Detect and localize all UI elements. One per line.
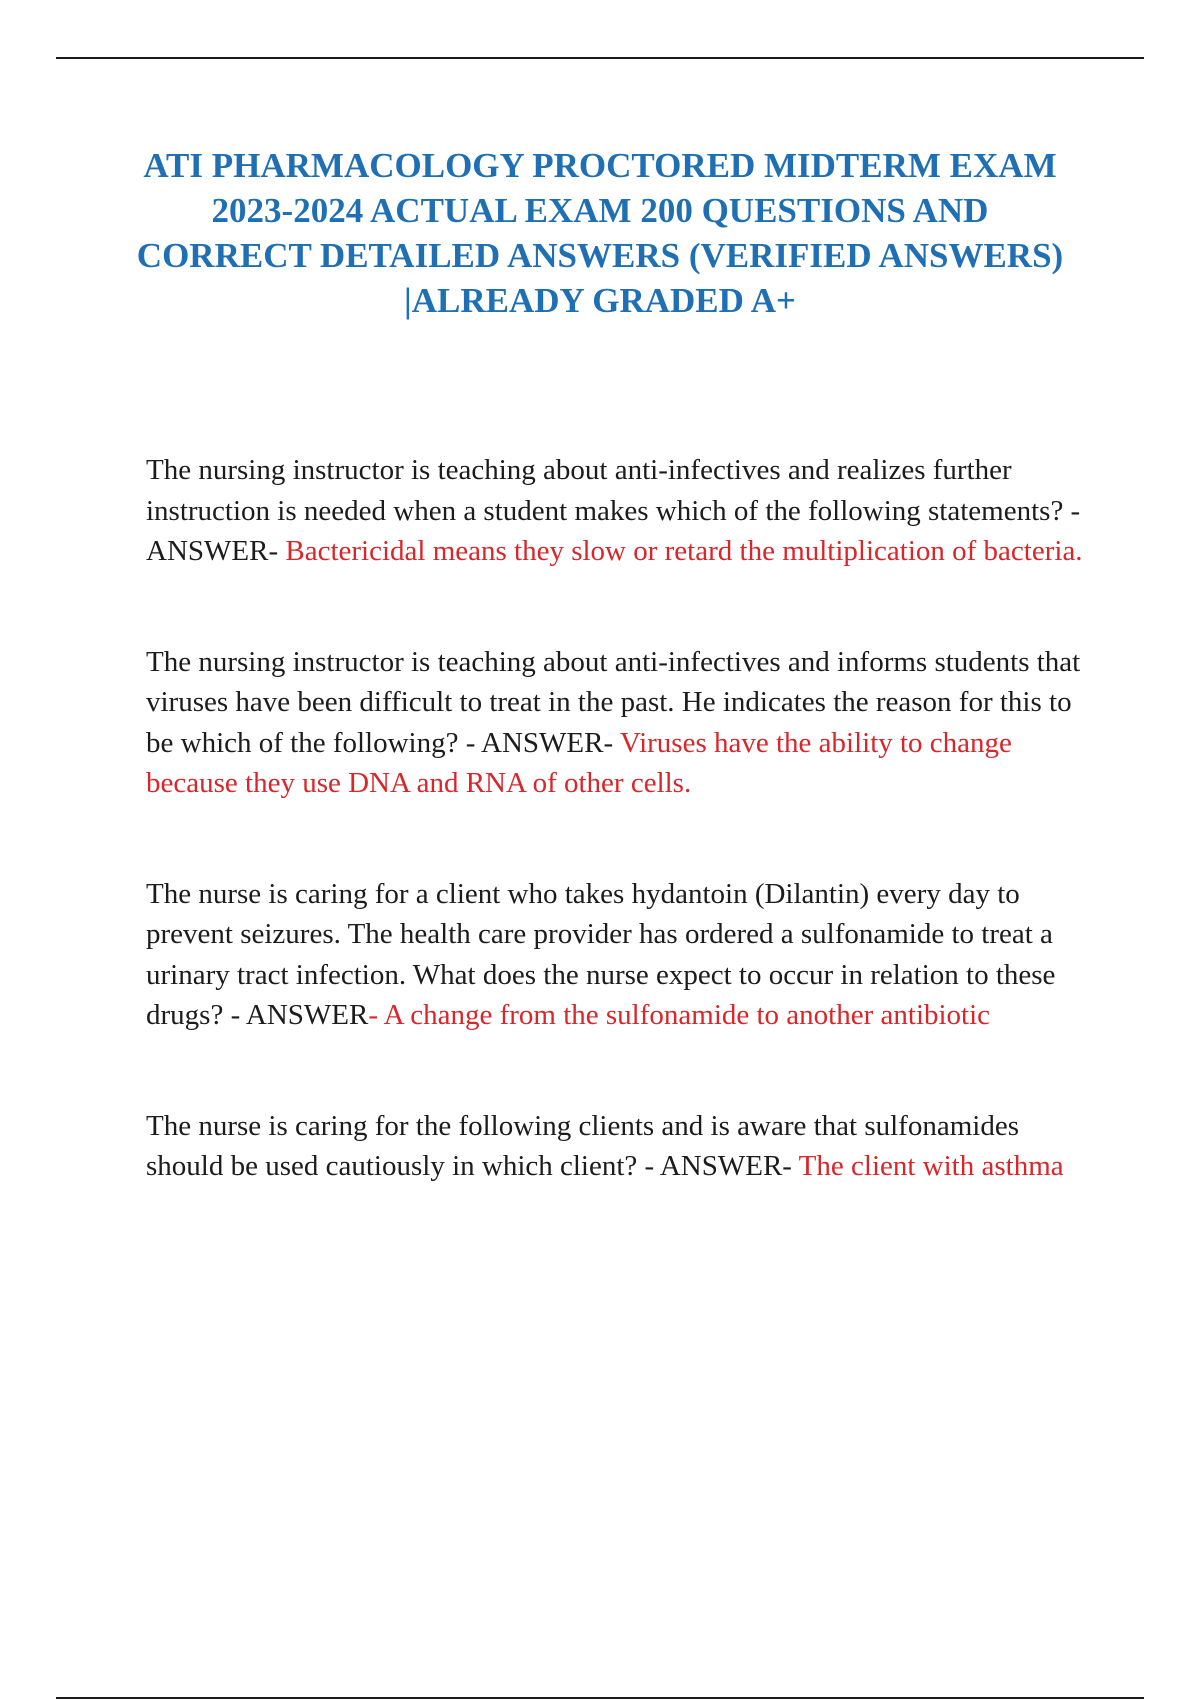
qa-list [146, 450, 1091, 1187]
top-rule [56, 57, 1144, 59]
qa-item-3 [146, 874, 1091, 1036]
answer-text: The client with asthma [791, 1150, 1064, 1182]
answer-text: Bactericidal means they slow or retard the multiplication of bacteria. [278, 535, 1083, 567]
question-text: The nurse is caring for a client who takes hydantoin (Dilantin) every day to prevent seizures. The health care provider has ordered a sulfonamide to treat a urinary tract infection. What does the nurse expect to occur in relation to these drugs? - ANSWER [146, 877, 1056, 1031]
answer-text: Viruses have the ability to change because they use DNA and RNA of other cells. [146, 726, 1012, 799]
qa-item-1 [146, 450, 1091, 572]
answer-text: - A change from the sulfonamide to another antibiotic [368, 999, 991, 1031]
question-text: The nursing instructor is teaching about anti-infectives and realizes further instruction is needed when a student makes which of the following statements? - ANSWER- [146, 454, 1081, 567]
bottom-rule [56, 1697, 1144, 1699]
qa-item-4 [146, 1106, 1091, 1187]
question-text: The nurse is caring for the following clients and is aware that sulfonamides should be used cautiously in which client? - ANSWER- [146, 1109, 1019, 1182]
document-title: ATI PHARMACOLOGY PROCTORED MIDTERM EXAM 2023-2024 ACTUAL EXAM 200 QUESTIONS AND CORRECT DETAILED ANSWERS (VERIFIED ANSWERS) |ALREADY GRADED A+ [136, 146, 1064, 320]
qa-item-2 [146, 642, 1091, 804]
question-text: The nursing instructor is teaching about anti-infectives and informs students that viruses have been difficult to treat in the past. He indicates the reason for this to be which of the following? - ANSWER- [146, 645, 1081, 759]
